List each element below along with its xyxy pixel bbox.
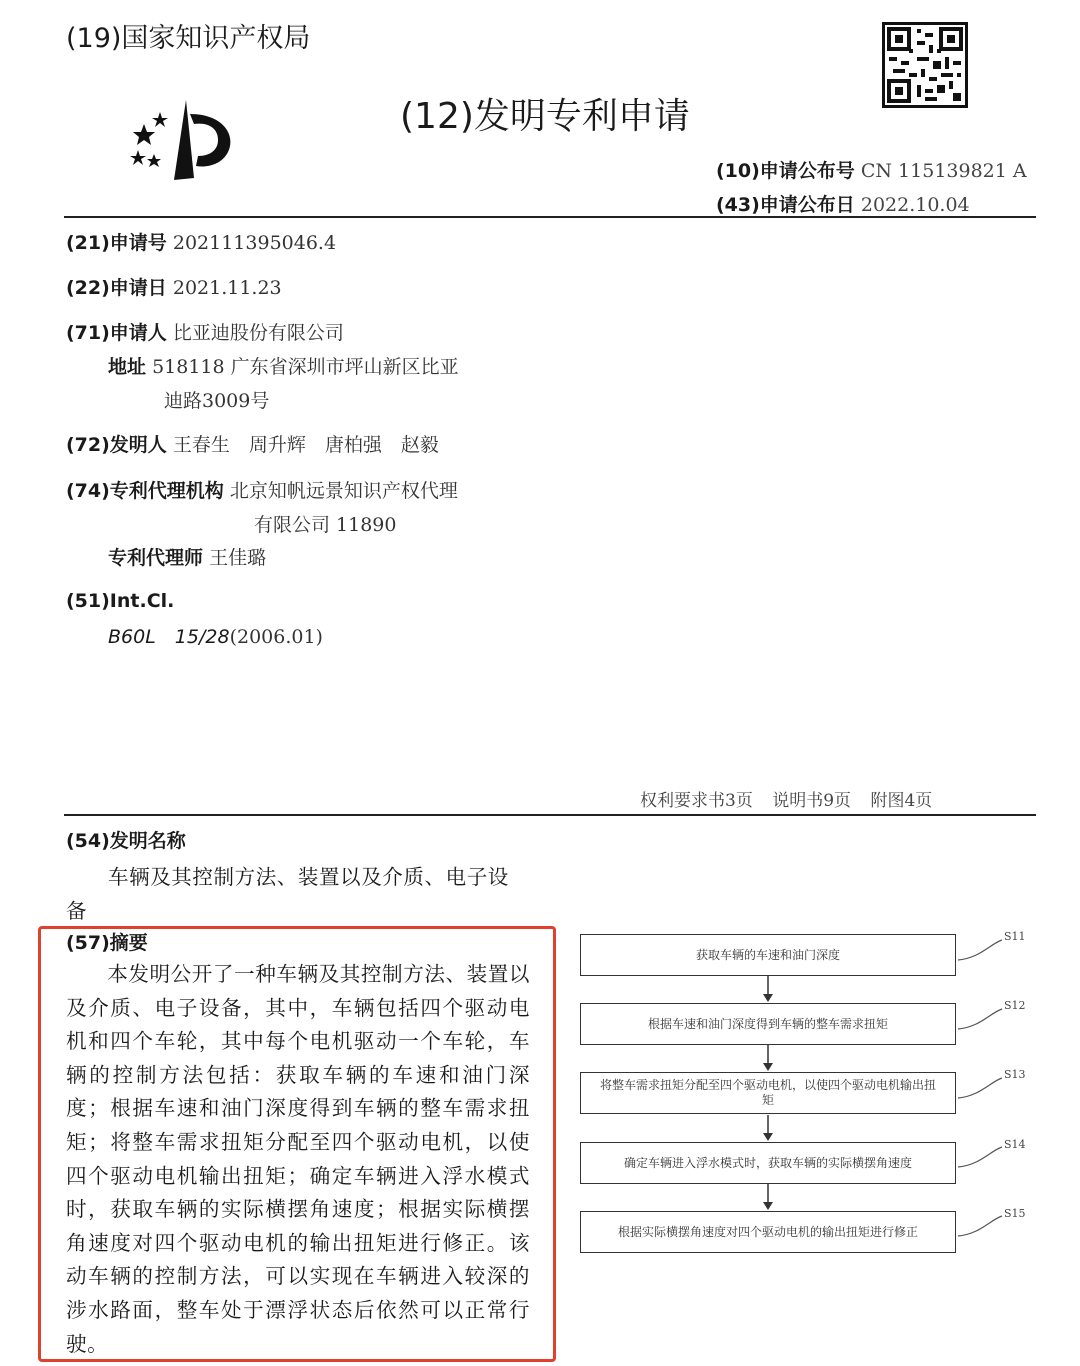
inventors	[66, 430, 439, 457]
applicant-value: 比亚迪股份有限公司	[172, 322, 344, 344]
invention-title-line1: 车辆及其控制方法、装置以及介质、电子设	[108, 865, 509, 889]
inventors-label: (72)发明人	[66, 434, 167, 456]
address	[108, 352, 459, 379]
publication-number-value: CN 115139821 A	[860, 160, 1027, 182]
section-divider	[64, 814, 1036, 816]
abstract-text: 本发明公开了一种车辆及其控制方法、装置以及介质、电子设备，其中，车辆包括四个驱动电机和四个车轮，其中每个电机驱动一个车轮，车辆的控制方法包括：获取车辆的车速和油门深度；根据车速和油门深度得到车辆的整车需求扭矩；将整车需求扭矩分配至四个驱动电机，以使四个驱动电机输出扭矩；确定车辆进入浮水模式时，获取车辆的实际横摆角速度；根据实际横摆角速度对四个驱动电机的输出扭矩进行修正。该动车辆的控制方法，可以实现在车辆进入较深的涉水路面，整车处于漂浮状态后依然可以正常行驶。	[66, 962, 530, 1356]
int-cl-classification	[108, 622, 323, 649]
flowchart-label-s13: S13	[1004, 1068, 1026, 1081]
document-type: (12)发明专利申请	[400, 96, 690, 137]
applicant	[66, 318, 344, 345]
publication-date-value: 2022.10.04	[860, 194, 970, 216]
application-date-label: (22)申请日	[66, 277, 167, 299]
flowchart-step-s12: 根据车速和油门深度得到车辆的整车需求扭矩	[580, 1003, 956, 1045]
int-cl-label: (51)Int.Cl.	[66, 590, 175, 612]
abstract-label: (57)摘要	[66, 932, 148, 954]
application-number-value: 202111395046.4	[172, 232, 337, 254]
patent-agency-line2: 有限公司 11890	[254, 514, 397, 536]
publication-date	[716, 190, 970, 217]
flowchart-label-s12: S12	[1004, 999, 1026, 1012]
applicant-label: (71)申请人	[66, 322, 167, 344]
invention-title-line2: 备	[66, 899, 87, 923]
header-divider	[64, 216, 1036, 218]
patent-agency	[66, 476, 458, 503]
flowchart-label-s11: S11	[1004, 930, 1026, 943]
flowchart-step-s15: 根据实际横摆角速度对四个驱动电机的输出扭矩进行修正	[580, 1211, 956, 1253]
patent-agency-line1: 北京知帆远景知识产权代理	[229, 480, 458, 502]
publication-number-label: (10)申请公布号	[716, 160, 855, 182]
office-name: (19)国家知识产权局	[66, 23, 311, 54]
flowchart-step-s14: 确定车辆进入浮水模式时，获取车辆的实际横摆角速度	[580, 1142, 956, 1184]
address-line2: 迪路3009号	[164, 390, 270, 412]
patent-agent-value: 王佳璐	[209, 547, 267, 569]
patent-agent	[108, 543, 266, 570]
application-date	[66, 273, 282, 300]
application-date-value: 2021.11.23	[172, 277, 282, 299]
qr-code-icon	[882, 22, 968, 108]
publication-date-label: (43)申请公布日	[716, 194, 855, 216]
flowchart-label-s15: S15	[1004, 1207, 1026, 1220]
address-line1: 518118 广东省深圳市坪山新区比亚	[152, 356, 459, 378]
flowchart-label-s14: S14	[1004, 1138, 1026, 1151]
int-cl	[66, 590, 174, 612]
flowchart-step-s13: 将整车需求扭矩分配至四个驱动电机，以使四个驱动电机输出扭矩	[580, 1072, 956, 1114]
int-cl-class: B60L 15/28	[108, 626, 230, 648]
int-cl-version: (2006.01)	[229, 626, 323, 648]
application-number-label: (21)申请号	[66, 232, 167, 254]
cnipa-logo-icon	[124, 92, 244, 188]
patent-agency-label: (74)专利代理机构	[66, 480, 224, 502]
publication-number	[716, 156, 1027, 183]
flowchart-step-s11: 获取车辆的车速和油门深度	[580, 934, 956, 976]
inventors-value: 王春生 周升辉 唐柏强 赵毅	[172, 434, 439, 456]
address-label: 地址	[108, 356, 147, 378]
invention-title-label: (54)发明名称	[66, 830, 186, 852]
patent-agent-label: 专利代理师	[108, 547, 204, 569]
page-counts: 权利要求书3页 说明书9页 附图4页	[640, 791, 933, 811]
application-number	[66, 228, 336, 255]
